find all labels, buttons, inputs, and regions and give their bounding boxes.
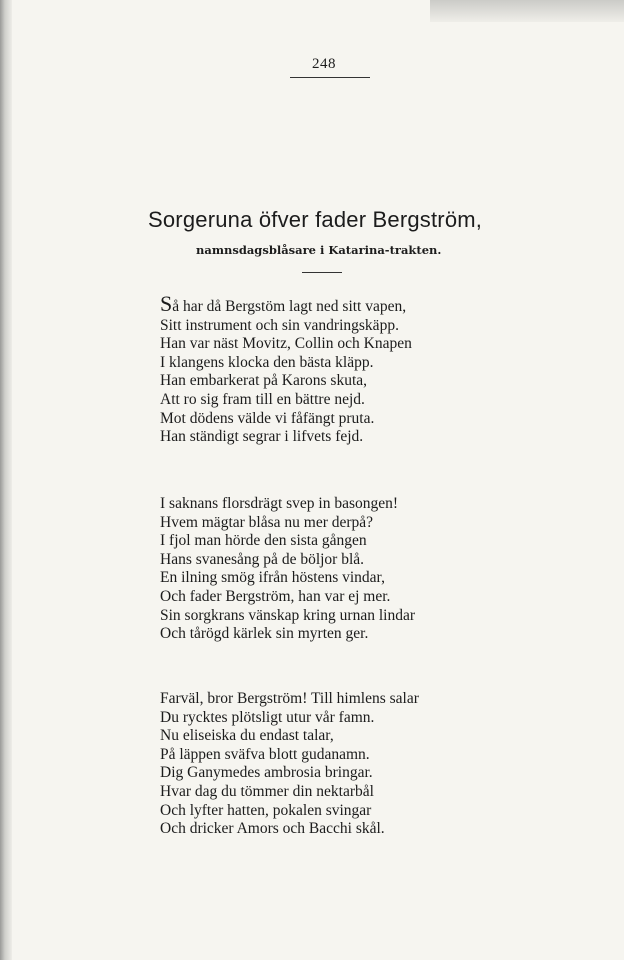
verse-line: Dig Ganymedes ambrosia bringar.	[160, 764, 373, 782]
verse-line: Du rycktes plötsligt utur vår famn.	[160, 708, 375, 726]
verse-line-text: å har då Bergstöm lagt ned sitt vapen,	[172, 298, 407, 315]
verse-line: Han ständigt segrar i lifvets fejd.	[160, 428, 364, 446]
verse-line	[160, 291, 412, 317]
stanza-2	[160, 495, 415, 644]
page-binding-edge	[0, 0, 12, 960]
poem-title: Sorgeruna öfver fader Bergström,	[148, 207, 483, 232]
verse-line: Hans svanesång på de böljor blå.	[160, 550, 365, 568]
verse-line: Att ro sig fram till en bättre nejd.	[160, 390, 365, 408]
stanza-3	[160, 690, 419, 839]
verse-line: Han embarkerat på Karons skuta,	[160, 372, 368, 390]
verse-line: Han var näst Movitz, Collin och Knapen	[160, 335, 412, 353]
verse-line: Mot dödens välde vi fåfängt pruta.	[160, 409, 375, 427]
verse-line: I klangens klocka den bästa kläpp.	[160, 353, 374, 371]
verse-line: Hvar dag du tömmer din nektarbål	[160, 782, 374, 800]
verse-line: Farväl, bror Bergström! Till himlens salar	[160, 690, 419, 707]
verse-line: Och tårögd kärlek sin myrten ger.	[160, 625, 369, 643]
verse-line: Och lyfter hatten, pokalen svingar	[160, 801, 372, 819]
verse-line: Och dricker Amors och Bacchi skål.	[160, 820, 385, 838]
drop-initial: S	[160, 291, 173, 316]
verse-line: Sin sorgkrans vänskap kring urnan lindar	[160, 606, 415, 624]
verse-line: I saknans florsdrägt svep in basongen!	[160, 495, 399, 512]
page-number: 248	[312, 56, 336, 72]
verse-line: Sitt instrument och sin vandringskäpp.	[160, 316, 399, 334]
verse-line: På läppen sväfva blott gudanamn.	[160, 745, 370, 763]
page-number-rule	[290, 77, 370, 78]
title-rule	[302, 272, 342, 273]
verse-line: Hvem mägtar blåsa nu mer derpå?	[160, 513, 374, 531]
verse-line: Nu eliseiska du endast talar,	[160, 727, 334, 745]
verse-line: Och fader Bergström, han var ej mer.	[160, 587, 391, 605]
page-top-edge	[430, 0, 624, 22]
stanza-1	[160, 291, 412, 447]
verse-line: I fjol man hörde den sista gången	[160, 532, 367, 550]
poem-subtitle: namnsdagsblåsare i Katarina-trakten.	[196, 243, 442, 257]
verse-line: En ilning smög ifrån höstens vindar,	[160, 569, 385, 587]
